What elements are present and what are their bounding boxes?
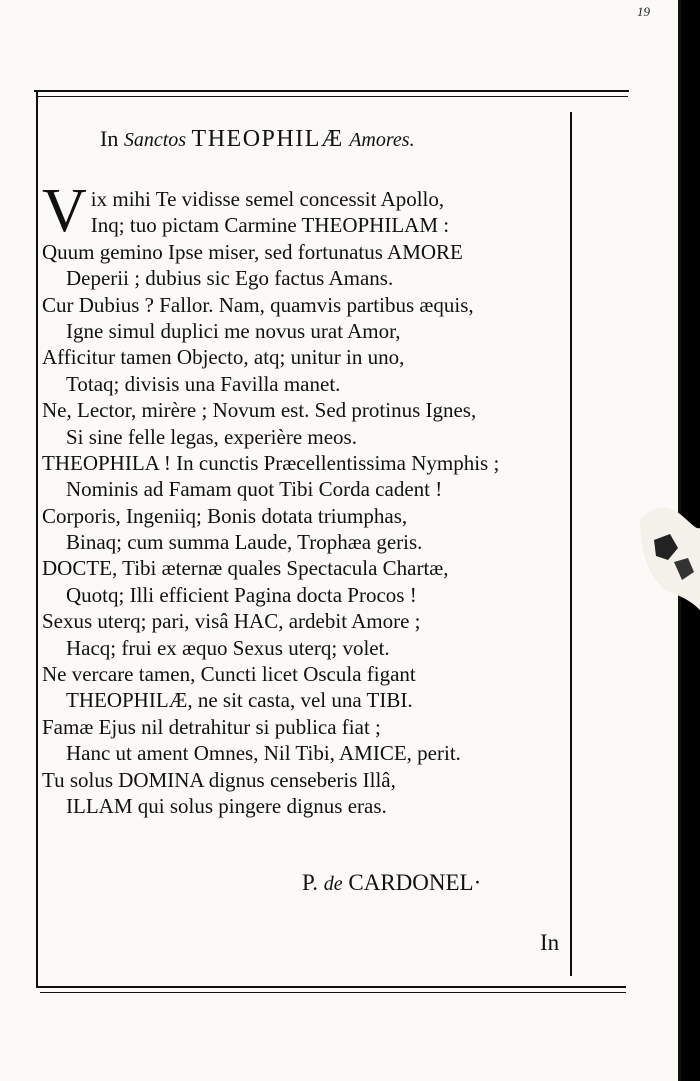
- poem-line: THEOPHILÆ, ne sit casta, vel una TIBI.: [66, 688, 413, 713]
- signature-surname: CARDONEL·: [348, 870, 482, 895]
- poem-title: [100, 126, 560, 153]
- frame-rule-top-inner: [36, 96, 628, 97]
- title-amores: Amores.: [349, 129, 415, 151]
- poem-line: THEOPHILA ! In cunctis Præcellentissima Nymphis ;: [42, 450, 500, 475]
- drop-cap: V: [42, 177, 87, 245]
- frame-rule-bottom: [36, 986, 626, 988]
- poem-line: Binaq; cum summa Laude, Trophæa geris.: [66, 530, 423, 555]
- signature-initial: P.: [302, 870, 318, 895]
- frame-rule-left: [36, 92, 38, 988]
- poem-line: Si sine felle legas, experière meos.: [66, 424, 357, 449]
- poem-line: Cur Dubius ? Fallor. Nam, quamvis partibus æquis,: [42, 292, 474, 317]
- poem-line: Quum gemino Ipse miser, sed fortunatus AMORE: [42, 239, 463, 264]
- poem-line: Afficitur tamen Objecto, atq; unitur in uno,: [42, 345, 405, 370]
- poem-body: [42, 177, 562, 819]
- poem-line: Ne vercare tamen, Cuncti licet Oscula figant: [42, 662, 416, 687]
- poem-line: ILLAM qui solus pingere dignus eras.: [66, 793, 387, 818]
- frame-rule-top: [34, 90, 629, 92]
- poem-line: Hanc ut ament Omnes, Nil Tibi, AMICE, perit.: [66, 741, 461, 766]
- poem-line: Sexus uterq; pari, visâ HAC, ardebit Amore ;: [42, 609, 421, 634]
- poem-line: Inq; tuo pictam Carmine THEOPHILAM :: [90, 213, 450, 238]
- poem-line: Deperii ; dubius sic Ego factus Amans.: [66, 266, 394, 291]
- poem-line: Igne simul duplici me novus urat Amor,: [66, 318, 401, 343]
- title-sanctos: Sanctos: [123, 129, 187, 151]
- title-prefix: In: [100, 126, 119, 151]
- poem-line: Totaq; divisis una Favilla manet.: [66, 371, 341, 396]
- title-name: THEOPHILÆ: [191, 126, 344, 152]
- signature-particle: de: [323, 873, 343, 895]
- poem-line: Hacq; frui ex æquo Sexus uterq; volet.: [66, 635, 390, 660]
- poem-line: Ne, Lector, mirère ; Novum est. Sed protinus Ignes,: [42, 398, 477, 423]
- poem-line: ix mihi Te vidisse semel concessit Apollo,: [90, 187, 445, 211]
- frame-rule-right: [570, 112, 572, 976]
- poem-line: DOCTE, Tibi æternæ quales Spectacula Chartæ,: [42, 556, 449, 581]
- frame-rule-bottom-inner: [40, 992, 626, 993]
- page-number: 19: [637, 4, 650, 19]
- poem-line: Tu solus DOMINA dignus censeberis Illâ,: [42, 767, 396, 792]
- torn-page-edge-icon: [640, 500, 700, 610]
- catchword: In: [540, 930, 560, 955]
- author-signature: [302, 870, 481, 896]
- poem-line: Quotq; Illi efficient Pagina docta Procos !: [66, 582, 417, 607]
- poem-line: Famæ Ejus nil detrahitur si publica fiat ;: [42, 714, 381, 739]
- poem-line: Nominis ad Famam quot Tibi Corda cadent !: [66, 477, 443, 502]
- poem-line: Corporis, Ingeniiq; Bonis dotata triumphas,: [42, 503, 408, 528]
